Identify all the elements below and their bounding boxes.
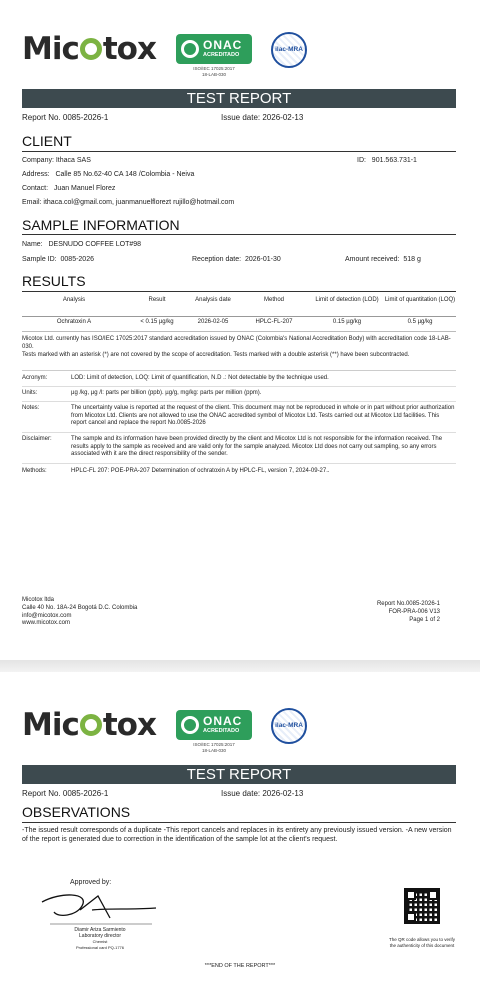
units-divider [22,401,456,402]
table-bottom-divider [22,331,456,332]
cell-result: < 0.15 µg/kg [140,319,174,325]
client-id-row [357,157,417,164]
qr-finder-icon [406,890,416,900]
col-header-analysis-date: Analysis date [195,297,231,303]
onac-iso-2 [176,742,252,754]
sample-name-label: Name: [22,241,43,248]
signatory-name: Diamir Ariza Sarmiento [74,927,126,933]
onac-badge [176,34,252,64]
notes-label: Notes: [22,405,40,411]
amount-row [345,256,421,263]
onac-iso-text: ISO/IEC 17025:2017 [193,66,235,71]
logo-circle-icon [80,714,102,736]
footer-page-number: Page 1 of 2 [409,616,440,623]
contact-value: Juan Manuel Florez [53,185,116,192]
micotox-logo: Mic tox [22,31,156,67]
amount-value: 518 g [403,256,421,263]
qr-code[interactable] [404,888,440,924]
footer-report-number: Report No.0085-2026-1 [376,601,440,607]
footer-company-block [22,597,242,628]
results-divider [22,291,456,292]
cell-analysis-date: 2026-02-05 [197,319,229,325]
sample-id-label: Sample ID: [22,256,57,263]
qr-finder-icon [428,890,438,900]
onac-code-text-2: 18-LAB-030 [201,748,227,753]
onac-circle-icon [181,716,199,734]
company-value: Ithaca SAS [55,157,91,164]
test-report-banner-2: TEST REPORT [22,765,456,784]
disclaimer-text: The sample and its information have been provided directly by the client and Micotox Ltd is not responsible for the information received. The results apply to the sample as received and are valid only for the sample analyzed. Micotox Ltd does not carry out sampling, so any errors associated with it are the direct responsibility of the sender. [71,436,443,457]
notes-bottom-divider [22,432,456,433]
signatory-block [40,927,160,951]
col-header-lod: Limit of detection (LOD) [315,297,379,303]
company-label: Company: [22,157,54,164]
client-id-label: ID: [357,157,366,164]
onac-badge-2 [176,710,252,740]
sample-name-value: DESNUDO COFFEE LOT#98 [48,241,142,248]
email-value: ithaca.col@gmail.com, juanmanuelflorezt rujillo@hotmail.com [43,199,235,206]
footer-email[interactable]: info@micotox.com [22,612,72,619]
cell-loq: 0.5 µg/kg [407,319,433,325]
footer-address: Calle 40 No. 18A-24 Bogotá D.C. Colombia [22,604,138,611]
col-header-analysis: Analysis [62,297,86,303]
signatory-role: Laboratory director [79,933,121,939]
observations-heading: OBSERVATIONS [22,804,131,820]
issue-date-2: Issue date: 2026-02-13 [221,789,304,798]
address-value: Calle 85 No.62-40 CA 148 /Colombia - Neiva [55,171,195,178]
approved-by-label: Approved by: [70,879,112,886]
acronym-text: LOD: Limit of detection, LOQ: Limit of quantification, N.D .: Not detectable by the technique used. [71,375,329,381]
acronym-label: Acronym: [22,375,48,381]
units-text: µg /kg, µg /l: parts per billion (ppb). µg/g, mg/kg: parts per million (ppm). [71,390,262,396]
col-header-result: Result [148,297,166,303]
methods-label: Methods: [22,468,47,474]
sample-heading: SAMPLE INFORMATION [22,217,180,233]
table-header-divider [22,316,456,317]
signatory-card: Professional card PQ-1776 [75,945,125,950]
onac-status: ACREDITADO [203,52,240,58]
cell-lod: 0.15 µg/kg [332,319,362,325]
contact-label: Contact: [22,185,49,192]
methods-text: HPLC-FL 207: POE-PRA-207 Determination of ochratoxin A by HPLC-FL, version 7, 2024-09-27.. [71,468,330,474]
report-page-2 [0,672,480,982]
observations-divider [22,822,456,823]
test-report-banner: TEST REPORT [22,89,456,108]
sample-divider [22,234,456,235]
report-number: Report No. 0085-2026-1 [22,113,109,122]
email-row [22,199,234,206]
sample-name-row [22,241,141,248]
ilac-mra-logo: ilac-MRA [271,32,307,68]
cell-analysis: Ochratoxin A [56,319,92,325]
onac-iso-text-2: ISO/IEC 17025:2017 [193,742,235,747]
end-of-report: ***END OF THE REPORT*** [204,963,276,969]
results-heading: RESULTS [22,273,86,289]
col-header-loq: Limit of quantitation (LOQ) [384,297,456,303]
onac-circle-icon [181,40,199,58]
accreditation-note: Micotox Ltd. currently has ISO/IEC 17025:2017 standard accreditation issued by ONAC (Colombia's National Accreditation Body) with accreditation code 18-LAB-030. [22,336,451,350]
ilac-mra-logo-2: ilac-MRA [271,708,307,744]
disclaimer-divider [22,463,456,464]
footer-report-block [330,601,440,624]
sample-id-row [22,256,94,263]
qr-caption: The QR code allows you to verify the authenticity of this document [388,937,456,948]
address-label: Address: [22,171,50,178]
notes-divider [22,370,456,371]
footer-website[interactable]: www.micotox.com [22,620,71,627]
footer-form-code: FOR-PRA-006 V13 [388,608,440,615]
micotox-logo-2: Mic tox [22,707,156,743]
client-heading: CLIENT [22,133,72,149]
observations-text: -The issued result corresponds of a duplicate -This report cancels and replaces in its entirety any previously issued version. -A new version of the report is generated due to correction in the identification of the sample lot at the client's request. [22,827,452,843]
qr-finder-icon [406,912,416,922]
onac-status-2: ACREDITADO [203,728,240,734]
onac-code-text: 18-LAB-030 [201,72,227,77]
units-label: Units: [22,390,38,396]
report-number-2: Report No. 0085-2026-1 [22,789,109,798]
reception-row [192,256,281,263]
signatory-title: Chemist [92,939,108,944]
asterisk-note: Tests marked with an asterisk (*) are not covered by the scope of accreditation. Tests marked with a double asterisk (**) have been subcontracted. [22,352,410,358]
company-row [22,157,91,164]
contact-row [22,185,115,192]
amount-label: Amount received: [345,256,400,263]
footer-company: Micotox ltda [22,597,55,603]
cell-method: HPLC-FL-207 [255,319,293,325]
client-divider [22,151,456,152]
email-label: Email: [22,199,42,206]
issue-date: Issue date: 2026-02-13 [221,113,304,122]
onac-name: ONAC [203,38,243,52]
col-header-method: Method [263,297,284,303]
onac-name-2: ONAC [203,714,243,728]
logo-circle-icon [80,38,102,60]
disclaimer-label: Disclaimer: [22,436,52,442]
onac-iso [176,66,252,78]
acronym-divider [22,386,456,387]
client-id-value: 901.563.731-1 [371,157,417,164]
reception-label: Reception date: [192,256,242,263]
notes-text: The uncertainty value is reported at the request of the client. This document may not be reproduced in whole or in part without prior authorization from Micotox Ltd. Clients are not allowed to use the ONAC accredited symbol of Micotox Ltd. Tests carried out at Micotox Ltd facilities. This report cancel and replace the report No.0085-2026 [71,405,455,426]
address-row [22,171,194,178]
page-separator [0,660,480,672]
table-row [22,319,456,329]
reception-value: 2026-01-30 [244,256,281,263]
signature-image [40,888,160,926]
sample-id-value: 0085-2026 [60,256,94,263]
